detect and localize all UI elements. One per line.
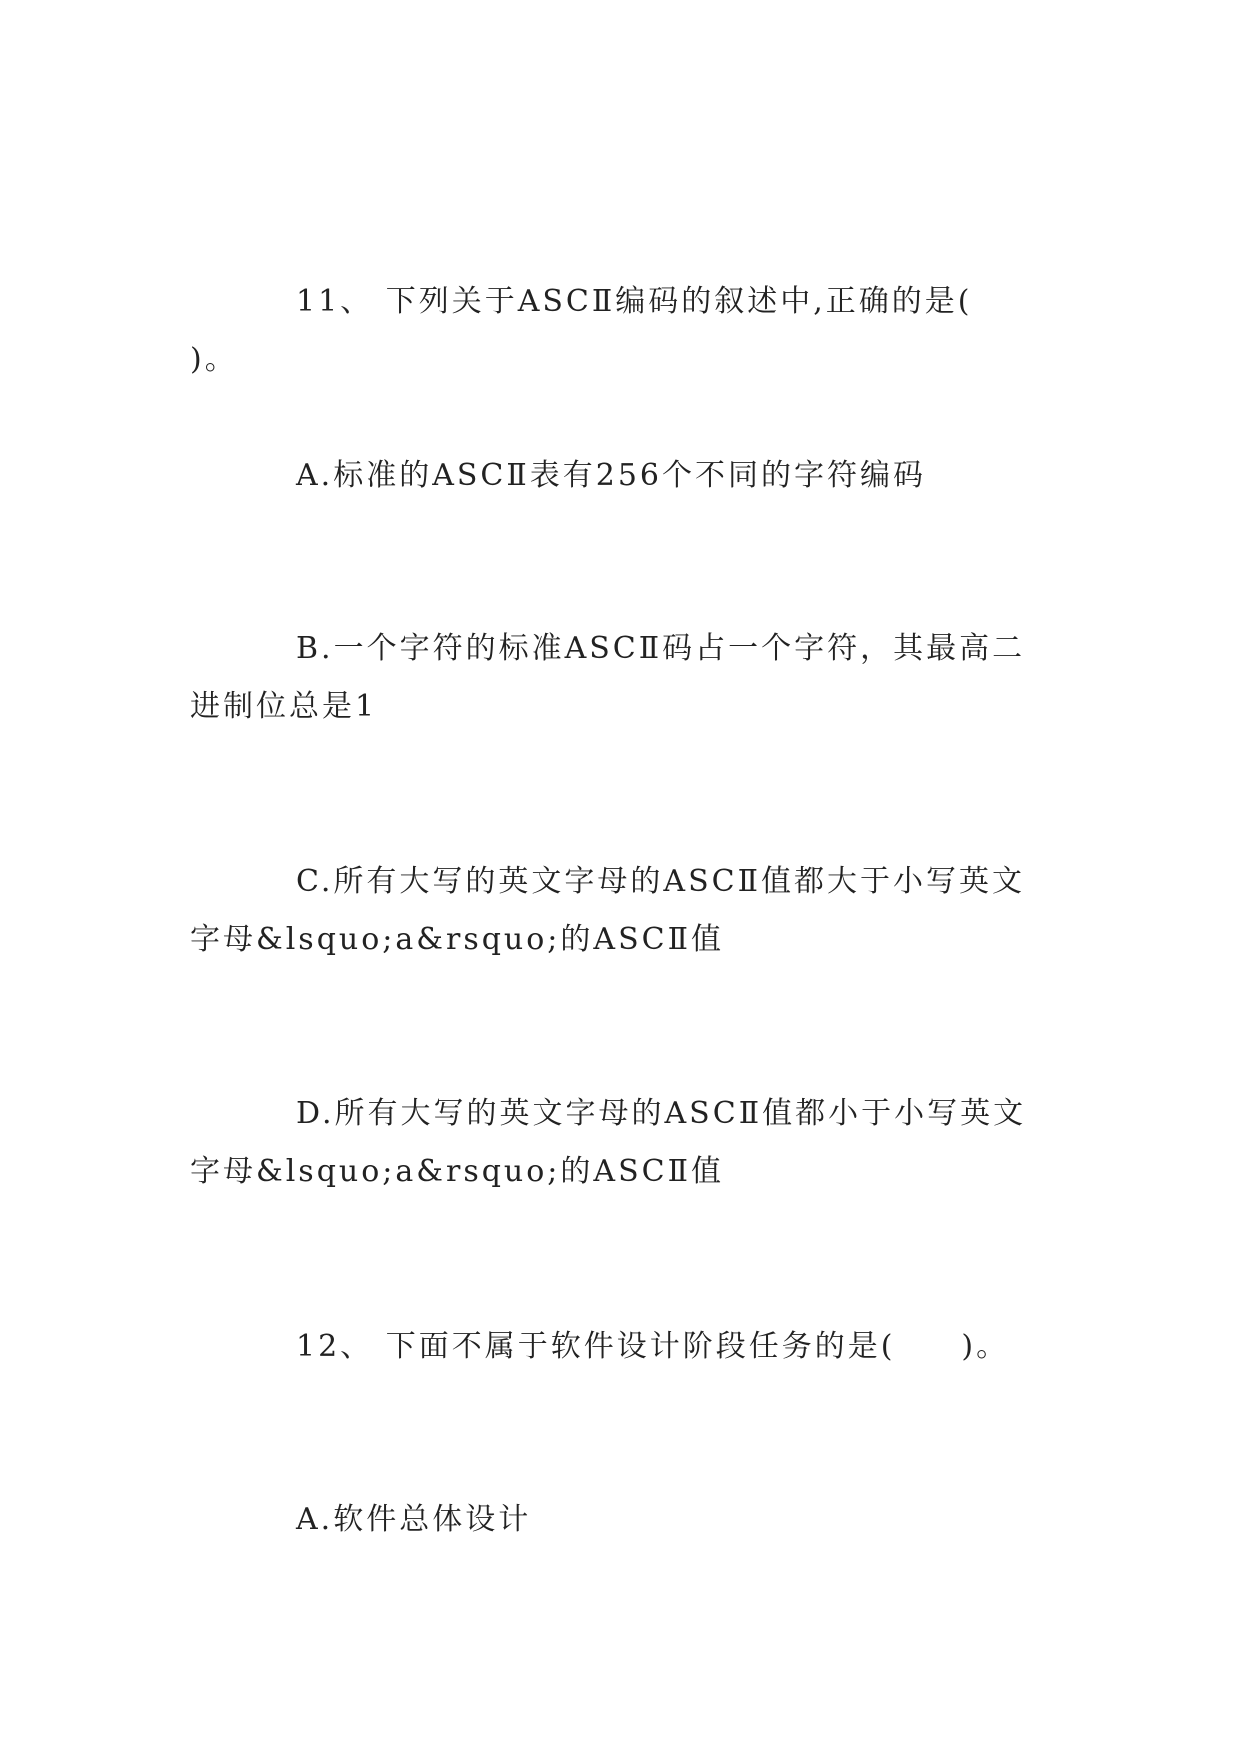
question-11-option-c: C.所有大写的英文字母的ASCⅡ值都大于小写英文字母&lsquo;a&rsquo;的ASCⅡ值 xyxy=(190,864,1025,957)
question-12-stem: 12、 下面不属于软件设计阶段任务的是( )。 xyxy=(296,1329,1010,1364)
question-11-option-a: A.标准的ASCⅡ表有256个不同的字符编码 xyxy=(296,458,927,493)
question-11-option-d: D.所有大写的英文字母的ASCⅡ值都小于小写英文字母&lsquo;a&rsquo;的ASCⅡ值 xyxy=(190,1096,1027,1189)
question-11-stem: 11、 下列关于ASCⅡ编码的叙述中,正确的是( )。 xyxy=(190,284,1039,377)
question-11-option-b: B.一个字符的标准ASCⅡ码占一个字符，其最高二进制位总是1 xyxy=(190,631,1026,724)
question-12-option-a: A.软件总体设计 xyxy=(296,1502,532,1537)
